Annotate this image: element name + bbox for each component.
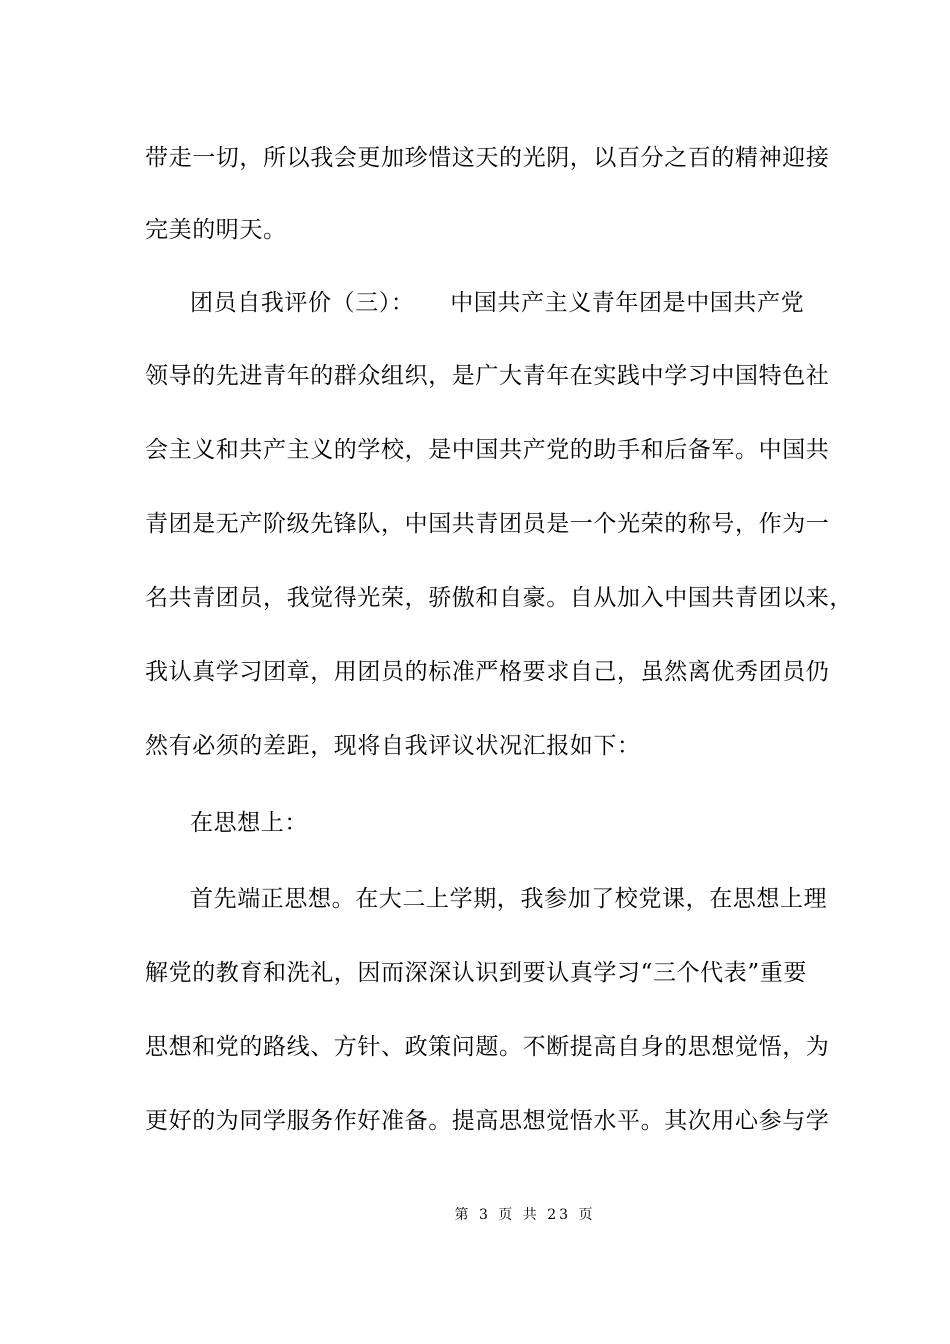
page-number-footer: 第 3 页 共 23 页 [454,1207,596,1223]
text-line-6: 青团是无产阶级先锋队，中国共青团员是一个光荣的称号，作为一 [145,511,830,537]
text-line-13: 思想和党的路线、方针、政策问题。不断提高自身的思想觉悟，为 [145,1034,830,1060]
text-line-9: 然有必须的差距，现将自我评议状况汇报如下： [145,733,641,759]
text-line-3: 团员自我评价（三）： 中国共产主义青年团是中国共产党 [190,290,805,316]
text-line-7: 名共青团员，我觉得光荣，骄傲和自豪。自从加入中国共青团以来， [145,585,853,611]
text-line-1: 带走一切，所以我会更加珍惜这天的光阴，以百分之百的精神迎接 [145,145,830,171]
text-line-12: 解党的教育和洗礼，因而深深认识到要认真学习“三个代表”重要 [145,960,807,986]
text-line-8: 我认真学习团章，用团员的标准严格要求自己，虽然离优秀团员仍 [145,659,830,685]
text-line-10: 在思想上： [190,810,308,836]
text-line-5: 会主义和共产主义的学校，是中国共产党的助手和后备军。中国共 [145,437,830,463]
text-line-11: 首先端正思想。在大二上学期，我参加了校党课，在思想上理 [190,886,828,912]
text-line-14: 更好的为同学服务作好准备。提高思想觉悟水平。其次用心参与学 [145,1108,830,1134]
text-line-2: 完美的明天。 [145,217,287,243]
text-line-4: 领导的先进青年的群众组织，是广大青年在实践中学习中国特色社 [145,363,830,389]
